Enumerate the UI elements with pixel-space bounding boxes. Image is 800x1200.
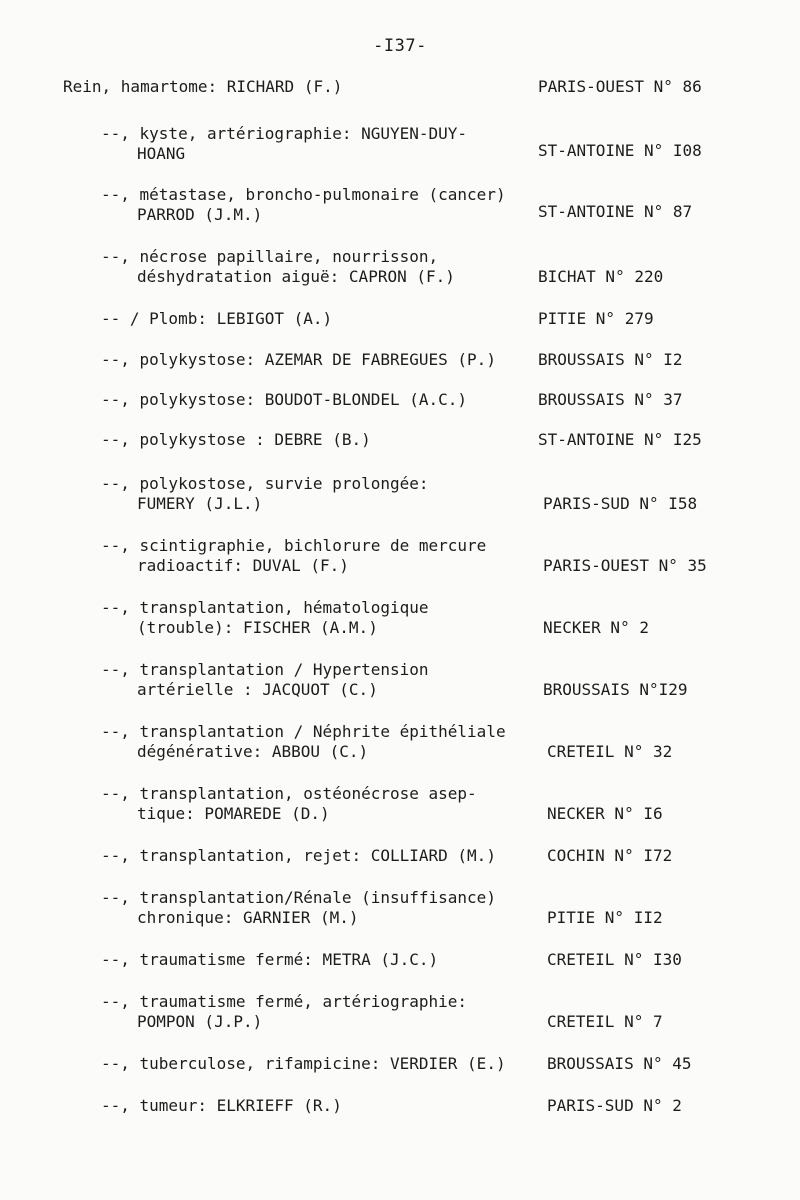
entry-text bbox=[101, 124, 467, 164]
entry-line: --, polykystose: AZEMAR DE FABREGUES (P.) bbox=[101, 350, 496, 369]
entry-reference: ST-ANTOINE N° 87 bbox=[538, 202, 693, 221]
entry-reference: BICHAT N° 220 bbox=[538, 267, 664, 286]
entry-reference: NECKER N° 2 bbox=[543, 618, 649, 637]
entry-text bbox=[101, 950, 438, 970]
entry-reference: NECKER N° I6 bbox=[547, 804, 663, 823]
entry-reference: CRETEIL N° I30 bbox=[547, 950, 682, 969]
entry-reference: PARIS-SUD N° I58 bbox=[543, 494, 698, 513]
entry-line: --, nécrose papillaire, nourrisson, bbox=[101, 247, 439, 266]
entry-continuation-line: chronique: GARNIER (M.) bbox=[137, 908, 359, 927]
entry-continuation-line: HOANG bbox=[137, 144, 186, 163]
entry-line: --, kyste, artériographie: NGUYEN-DUY- bbox=[101, 124, 468, 143]
entry-line: --, tuberculose, rifampicine: VERDIER (E.) bbox=[101, 1054, 506, 1073]
entry-reference: BROUSSAIS N° 45 bbox=[547, 1054, 692, 1073]
entry-continuation-line: POMPON (J.P.) bbox=[137, 1012, 263, 1031]
entry-text bbox=[101, 1054, 506, 1074]
entry-reference: PARIS-SUD N° 2 bbox=[547, 1096, 682, 1115]
entry-reference: ST-ANTOINE N° I08 bbox=[538, 141, 702, 160]
entry-line: --, transplantation / Hypertension bbox=[101, 660, 429, 679]
entry-reference: BROUSSAIS N°I29 bbox=[543, 680, 688, 699]
entry-text bbox=[101, 598, 429, 638]
entry-text bbox=[101, 536, 486, 576]
entry-text bbox=[101, 784, 477, 824]
entry-reference: BROUSSAIS N° I2 bbox=[538, 350, 683, 369]
entry-reference: CRETEIL N° 32 bbox=[547, 742, 673, 761]
entry-line: --, métastase, broncho-pulmonaire (cancer) bbox=[101, 185, 506, 204]
entry-line: --, transplantation, ostéonécrose asep- bbox=[101, 784, 477, 803]
entry-text bbox=[101, 185, 506, 225]
entry-text bbox=[101, 350, 496, 370]
entry-line: -- / Plomb: LEBIGOT (A.) bbox=[101, 309, 333, 328]
entry-line: --, tumeur: ELKRIEFF (R.) bbox=[101, 1096, 342, 1115]
entry-text bbox=[101, 247, 455, 287]
entry-reference: PARIS-OUEST N° 86 bbox=[538, 77, 702, 96]
entry-reference: BROUSSAIS N° 37 bbox=[538, 390, 683, 409]
entry-text bbox=[101, 722, 506, 762]
entry-continuation-line: PARROD (J.M.) bbox=[137, 205, 263, 224]
entry-continuation-line: déshydratation aiguë: CAPRON (F.) bbox=[137, 267, 455, 286]
entry-text bbox=[101, 430, 371, 450]
entry-text bbox=[101, 390, 467, 410]
entry-line: --, polykostose, survie prolongée: bbox=[101, 474, 429, 493]
entry-continuation-line: radioactif: DUVAL (F.) bbox=[137, 556, 349, 575]
entry-text bbox=[63, 77, 342, 97]
entry-line: --, traumatisme fermé, artériographie: bbox=[101, 992, 468, 1011]
entry-reference: ST-ANTOINE N° I25 bbox=[538, 430, 702, 449]
entry-reference: PITIE N° II2 bbox=[547, 908, 663, 927]
entry-line: --, transplantation, hématologique bbox=[101, 598, 429, 617]
entry-text bbox=[101, 474, 429, 514]
entry-reference: CRETEIL N° 7 bbox=[547, 1012, 663, 1031]
entry-reference: PITIE N° 279 bbox=[538, 309, 654, 328]
entry-continuation-line: tique: POMAREDE (D.) bbox=[137, 804, 330, 823]
entry-continuation-line: (trouble): FISCHER (A.M.) bbox=[137, 618, 378, 637]
page-number: -I37- bbox=[373, 36, 427, 56]
entry-line: --, transplantation/Rénale (insuffisance) bbox=[101, 888, 496, 907]
entry-continuation-line: FUMERY (J.L.) bbox=[137, 494, 263, 513]
entry-line: Rein, hamartome: RICHARD (F.) bbox=[63, 77, 343, 96]
entry-text bbox=[101, 309, 332, 329]
entry-text bbox=[101, 888, 496, 928]
entry-line: --, polykystose: BOUDOT-BLONDEL (A.C.) bbox=[101, 390, 468, 409]
entry-text bbox=[101, 846, 496, 866]
entry-line: --, polykystose : DEBRE (B.) bbox=[101, 430, 371, 449]
entry-line: --, transplantation, rejet: COLLIARD (M.) bbox=[101, 846, 496, 865]
entry-reference: COCHIN N° I72 bbox=[547, 846, 673, 865]
entry-line: --, scintigraphie, bichlorure de mercure bbox=[101, 536, 487, 555]
entry-line: --, traumatisme fermé: METRA (J.C.) bbox=[101, 950, 439, 969]
entry-text bbox=[101, 1096, 342, 1116]
entry-text bbox=[101, 660, 429, 700]
entry-continuation-line: artérielle : JACQUOT (C.) bbox=[137, 680, 378, 699]
entry-line: --, transplantation / Néphrite épithéliale bbox=[101, 722, 506, 741]
entry-continuation-line: dégénérative: ABBOU (C.) bbox=[137, 742, 369, 761]
entry-reference: PARIS-OUEST N° 35 bbox=[543, 556, 707, 575]
entry-text bbox=[101, 992, 467, 1032]
